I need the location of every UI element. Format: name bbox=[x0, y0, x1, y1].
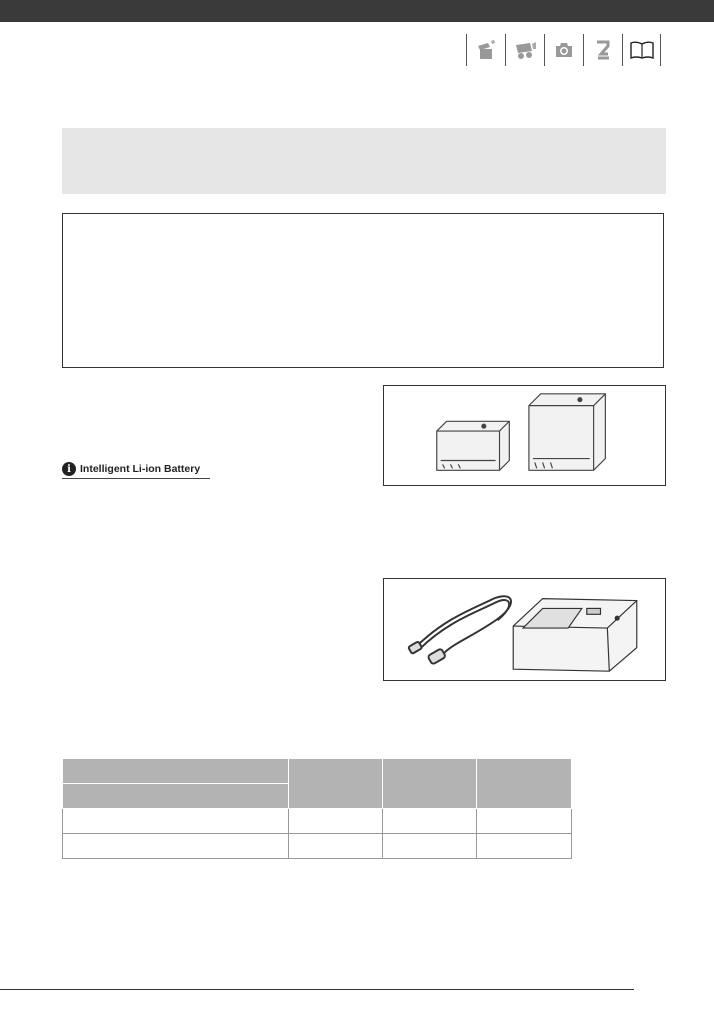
top-header-bar bbox=[0, 0, 714, 22]
book-icon[interactable] bbox=[622, 34, 661, 66]
table-row bbox=[63, 809, 572, 834]
transfer-icon[interactable] bbox=[583, 34, 622, 66]
chapter-nav-icons bbox=[466, 34, 661, 66]
section-banner bbox=[62, 128, 666, 194]
table-cell bbox=[382, 809, 476, 834]
camera-mode-icon[interactable] bbox=[505, 34, 544, 66]
table-cell bbox=[63, 809, 289, 834]
spec-table bbox=[62, 758, 572, 859]
table-header-cell bbox=[382, 759, 476, 809]
battery-charger-icon bbox=[513, 599, 637, 672]
table-cell bbox=[288, 834, 382, 859]
table-header-cell bbox=[288, 759, 382, 809]
badge-label: Intelligent Li-ion Battery bbox=[80, 463, 201, 475]
power-cord-icon bbox=[408, 596, 511, 664]
battery-pack-figure bbox=[383, 385, 666, 486]
battery-pack-small-icon bbox=[437, 421, 510, 470]
table-header-cell bbox=[476, 759, 571, 809]
table-cell bbox=[476, 834, 571, 859]
table-header-cell bbox=[63, 759, 289, 784]
table-row bbox=[63, 834, 572, 859]
info-icon: i bbox=[62, 462, 76, 476]
charger-figure bbox=[383, 578, 666, 681]
battery-pack-large-icon bbox=[529, 394, 605, 470]
table-cell bbox=[63, 834, 289, 859]
table-cell bbox=[382, 834, 476, 859]
note-box bbox=[62, 213, 664, 368]
table-header-cell bbox=[63, 784, 289, 809]
table-cell bbox=[288, 809, 382, 834]
photo-mode-icon[interactable] bbox=[544, 34, 583, 66]
intelligent-battery-badge bbox=[62, 460, 210, 479]
footer-rule bbox=[0, 989, 634, 990]
table-cell bbox=[476, 809, 571, 834]
movie-mode-icon[interactable] bbox=[466, 34, 505, 66]
